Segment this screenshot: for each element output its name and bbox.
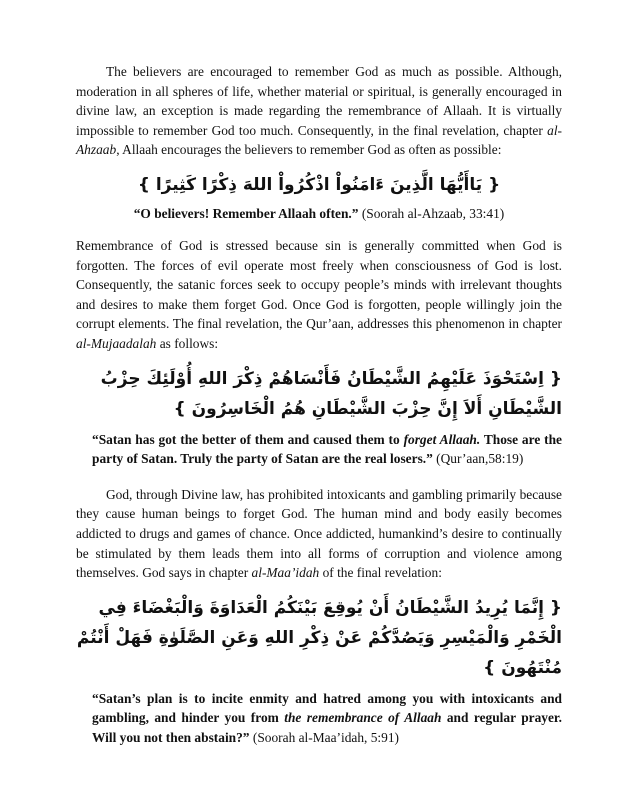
translation-text: and regular prayer. Will you not then abstain?”	[92, 710, 562, 745]
paragraph-text: of the final revelation:	[319, 565, 442, 581]
paragraph-text: , Allaah encourages the believers to remember God as often as possible:	[116, 142, 502, 158]
paragraph-sin-forgetfulness	[76, 236, 562, 354]
paragraph-remembrance-intro	[76, 62, 562, 160]
arabic-verse: { إِنَّمَا يُرِيدُ الشَّيْطَانُ أَنْ يُوقِعَ بَيْنَكُمُ الْعَدَاوَةَ وَالْبَغْضَاءَ فِي الْخَمْرِ وَالْمَيْسِرِ وَيَصُدَّكُمْ عَنْ ذِكْرِ اللهِ وَعَنِ الصَّلَوٰةِ فَهَلْ أَنْتُمْ مُنْتَهُونَ }	[76, 597, 562, 678]
document-page	[76, 62, 562, 763]
verse-translation	[92, 430, 562, 469]
verse-citation: (Qur’aan,58:19)	[432, 451, 524, 467]
translation-text: Those are the party of Satan. Truly the party of Satan are the real losers.”	[92, 431, 562, 467]
translation-text: “Satan has got the better of them and caused them to	[92, 431, 404, 447]
chapter-name: al-Ahzaab	[76, 122, 562, 158]
verse-translation	[76, 206, 562, 222]
verse-citation: (Soorah al-Maa’idah, 5:91)	[249, 729, 399, 745]
paragraph-text: The believers are encouraged to remember God as much as possible. Although, moderation in all spheres of life, whether material or spiritual, is generally encouraged in divine law, an exception is made regarding the remembrance of Allaah. It is virtually impossible to remember God too much. Consequently, in the final revelation, chapter	[76, 64, 562, 138]
translation-emphasis: forget Allaah.	[403, 431, 481, 447]
chapter-name: al-Maa’idah	[251, 565, 320, 581]
translation-text: “O believers! Remember Allaah often.”	[133, 205, 359, 221]
arabic-verse: { اِسْتَحْوَذَ عَلَيْهِمُ الشَّيْطَانُ فَأَنْسَاهُمْ ذِكْرَ اللهِ أُوْلَئِكَ حِزْبُ الشَّيْطَانِ أَلاَ إِنَّ حِزْبَ الشَّيْطَانِ هُمُ الْخَاسِرُونَ }	[100, 368, 562, 419]
translation-emphasis: the remembrance of Allaah	[284, 710, 442, 726]
verse-translation	[92, 689, 562, 748]
paragraph-text: Remembrance of God is stressed because sin is generally committed when God is forgotten. The forces of evil operate most freely when consciousness of God is lost. Consequently, the satanic forces seek to occupy people’s minds with irrelevant thoughts and desires to make them forget God. Once God is forgotten, people willingly join the corrupt elements. The final revelation, the Qur’aan, addresses this phenomenon in chapter	[76, 237, 562, 332]
verse-citation: (Soorah al-Ahzaab, 33:41)	[358, 205, 505, 221]
paragraph-intoxicants	[76, 485, 562, 583]
paragraph-text: as follows:	[156, 335, 219, 351]
paragraph-text: God, through Divine law, has prohibited intoxicants and gambling primarily because they cause human beings to forget God. The human mind and body easily becomes addicted to drugs and games of chance. Once addicted, humankind’s desire to continually be stimulated by them leads them into all forms of corruption and violence among themselves. God says in chapter	[76, 486, 562, 581]
translation-text: “Satan’s plan is to incite enmity and hatred among you with intoxicants and gambling, and hinder you from	[92, 690, 562, 726]
chapter-name: al-Mujaadalah	[76, 335, 157, 351]
arabic-verse: { يَاأَيُّهَا الَّذِينَ ءَامَنُواْ اذْكُرُواْ اللهَ ذِكْرًا كَثِيرًا }	[137, 174, 501, 195]
